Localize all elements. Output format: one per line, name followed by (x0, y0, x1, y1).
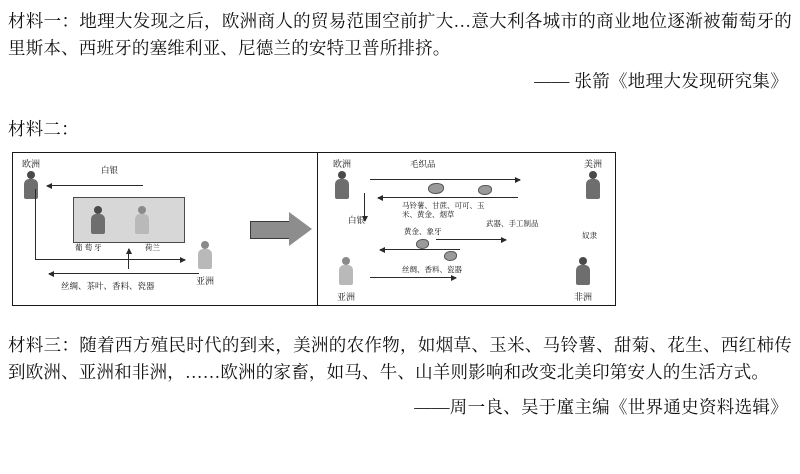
arrow-from-africa (380, 249, 460, 250)
goods-icon (416, 239, 429, 249)
arrow-america-to-europe (378, 197, 518, 198)
colonial-powers-box (73, 197, 185, 243)
person-icon (573, 257, 593, 287)
material-two-figure (12, 152, 616, 306)
right-label-silver: 白银 (348, 215, 366, 225)
arrow-woolens (370, 179, 520, 180)
left-label-silver: 白银 (101, 165, 119, 175)
goods-icon (444, 251, 457, 261)
goods-icon (428, 183, 444, 194)
box-label-netherlands: 荷兰 (145, 243, 160, 252)
right-node-europe: 欧洲 (332, 159, 352, 204)
material-two-label: 材料二： (8, 119, 79, 139)
right-label-woolens: 毛织品 (410, 159, 436, 169)
person-icon (21, 171, 41, 201)
diagram-right-panel (317, 153, 615, 305)
arrow-silver (47, 185, 143, 186)
right-label-weapons: 武器、手工制品 (486, 219, 539, 228)
left-label-goods: 丝绸、茶叶、香料、瓷器 (61, 281, 155, 291)
goods-icon (478, 185, 492, 195)
person-icon (332, 171, 352, 201)
right-node-asia: 亚洲 (336, 257, 356, 304)
material-three-source: ——周一良、吴于廑主编《世界通史资料选辑》 (414, 397, 788, 417)
left-node-asia: 亚洲 (195, 241, 215, 288)
right-label-crops: 马铃薯、甘蔗、可可、玉米、黄金、烟草 (402, 201, 485, 219)
person-icon (583, 171, 603, 201)
diagram-transition-arrow (245, 153, 317, 305)
right-node-africa: 非洲 (573, 257, 593, 304)
arrow-to-asia (35, 259, 185, 260)
material-one-paragraph: 材料一：地理大发现之后，欧洲商人的贸易范围空前扩大…意大利各城市的商业地位逐渐被葡萄牙的里斯本、西班牙的塞维利亚、尼德兰的安特卫普所排挤。 (8, 11, 792, 58)
person-icon (132, 206, 152, 236)
person-icon (336, 257, 356, 287)
arrow-up-box (128, 249, 129, 269)
arrow-asia-goods (370, 277, 456, 278)
right-label-slaves: 奴隶 (582, 231, 597, 240)
line-europe-down (35, 189, 36, 259)
material-one-source: —— 张箭《地理大发现研究集》 (534, 71, 788, 91)
right-label-silk: 丝绸、香料、瓷器 (402, 265, 462, 274)
big-arrow-icon (250, 212, 312, 246)
diagram-left-panel (13, 153, 245, 305)
trade-diagram (12, 152, 616, 306)
arrow-goods (49, 273, 199, 274)
arrow-silver-down (364, 193, 365, 221)
arrow-to-africa (436, 239, 506, 240)
material-three-paragraph: 材料三：随着西方殖民时代的到来，美洲的农作物，如烟草、玉米、马铃薯、甜菊、花生、西红柿传到欧洲、亚洲和非洲，……欧洲的家畜，如马、牛、山羊则影响和改变北美印第安人的生活方式。 (8, 335, 792, 382)
person-icon (195, 241, 215, 271)
left-node-europe: 欧洲 (21, 159, 41, 204)
person-icon (88, 206, 108, 236)
right-node-america: 美洲 (583, 159, 603, 204)
right-label-gold-ivory: 黄金、象牙 (404, 227, 442, 236)
box-label-portugal: 葡 萄 牙 (75, 243, 102, 252)
